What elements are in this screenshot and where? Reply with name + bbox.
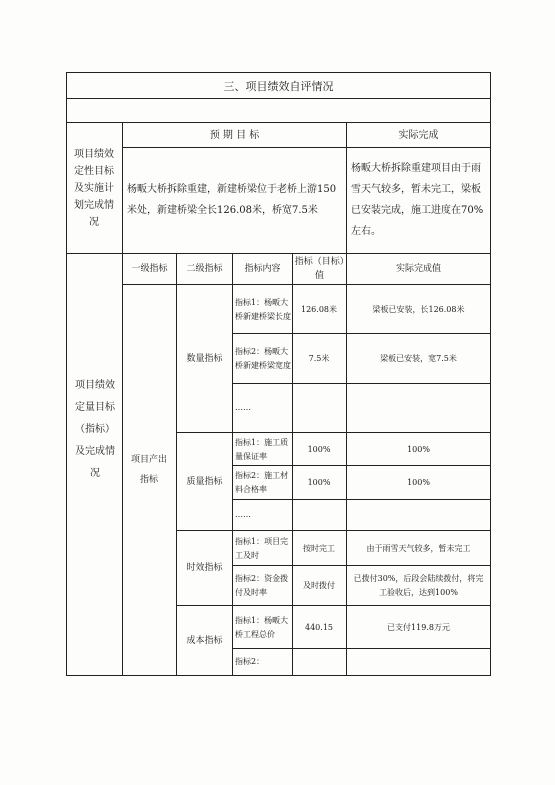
quantity-row3-content: …… bbox=[235, 403, 251, 412]
quality-row3-content: …… bbox=[235, 510, 251, 519]
quantity-row2-actual: 梁板已安装，宽7.5米 bbox=[380, 354, 457, 363]
col-header-actual: 实际完成值 bbox=[395, 264, 441, 274]
col-header-level1: 一级指标 bbox=[131, 264, 168, 274]
timeliness-row2-actual: 已拨付30%，后段会陆续拨付，将完工验收后，达到100% bbox=[353, 573, 484, 597]
cost-row2-content: 指标2： bbox=[235, 657, 265, 666]
section-title: 三、项目绩效自评情况 bbox=[223, 79, 334, 93]
actual-completion-text: 杨畈大桥拆除重建项目由于雨雪天气较多，暂未完工，梁板已安装完成，施工进度在70%左右。 bbox=[351, 163, 484, 237]
group-quality: 质量指标 bbox=[186, 476, 223, 487]
quality-row3-actual bbox=[347, 500, 490, 530]
timeliness-row2-target: 及时拨付 bbox=[303, 580, 335, 590]
expected-goal-text: 杨畈大桥拆除重建，新建桥梁位于老桥上游150米处，新建桥梁全长126.08米，桥宽7.5米 bbox=[127, 184, 337, 216]
timeliness-row1-target: 按时完工 bbox=[303, 543, 335, 553]
quality-row2-target: 100% bbox=[307, 477, 331, 487]
quantity-row2-content: 指标2：杨畈大桥新建桥梁宽度 bbox=[235, 347, 291, 370]
group-cost: 成本指标 bbox=[186, 635, 223, 646]
quality-row1-target: 100% bbox=[307, 444, 331, 454]
quantity-row2-target: 7.5米 bbox=[308, 354, 330, 363]
quality-row2-actual: 100% bbox=[407, 477, 430, 487]
level1-output-indicator: 项目产出指标 bbox=[130, 455, 167, 485]
cost-row1-target: 440.15 bbox=[305, 622, 333, 632]
quantitative-label: 项目绩效定量目标（指标）及完成情况 bbox=[75, 380, 115, 479]
quality-row2-content: 指标2：施工材料合格率 bbox=[235, 470, 289, 494]
quantity-row1-target: 126.08米 bbox=[301, 304, 337, 314]
quality-row1-content: 指标1：施工质量保证率 bbox=[235, 437, 289, 461]
group-timeliness: 时效指标 bbox=[186, 563, 223, 573]
col-header-content: 指标内容 bbox=[244, 264, 281, 274]
timeliness-row1-actual: 由于雨雪天气较多，暂未完工 bbox=[366, 543, 471, 553]
quantity-row1-content: 指标1：杨畈大桥新建桥梁长度 bbox=[235, 297, 291, 321]
quantity-row3-actual bbox=[347, 384, 490, 432]
col-header-target: 指标（目标）值 bbox=[294, 257, 345, 281]
cost-row2-actual bbox=[347, 649, 490, 675]
cost-row1-content: 指标1：杨畈大桥工程总价 bbox=[235, 615, 289, 639]
cost-row2-target bbox=[293, 649, 345, 675]
expected-goal-header: 预 期 目 标 bbox=[209, 129, 260, 141]
quality-row3-target bbox=[293, 500, 345, 530]
col-header-level2: 二级指标 bbox=[186, 264, 223, 274]
timeliness-row2-content: 指标2：资金拨付及时率 bbox=[235, 573, 289, 597]
actual-completion-header: 实际完成 bbox=[398, 129, 439, 141]
quantity-row1-actual: 梁板已安装，长126.08米 bbox=[372, 304, 465, 314]
qualitative-label: 项目绩效定性目标及实施计划完成情况 bbox=[74, 148, 114, 228]
group-quantity: 数量指标 bbox=[186, 353, 223, 364]
cost-row1-actual: 已支付119.8万元 bbox=[387, 622, 450, 632]
quality-row1-actual: 100% bbox=[407, 444, 430, 454]
quantity-row3-target bbox=[293, 384, 345, 432]
timeliness-row1-content: 指标1：项目完工及时 bbox=[235, 536, 289, 560]
